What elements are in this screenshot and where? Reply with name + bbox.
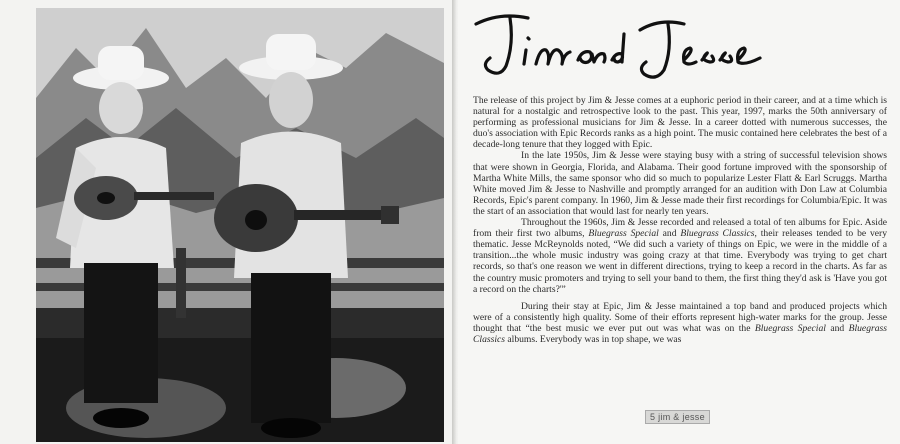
album-title: Bluegrass Classics	[473, 322, 887, 345]
paragraph-3-text: and	[658, 228, 681, 240]
page-folio: 5 jim & jesse	[645, 410, 710, 424]
paragraph-2: In the late 1950s, Jim & Jesse were staying busy with a string of successful television shows that were shown in Georgia, Florida, and Alabama. Their good fortune improved with the sponsorship of Martha White Mills, the same sponsor who did so much to popularize Lester Flatt & Earl Scruggs. Martha White moved Jim & Jesse to Nashville and promptly arranged for an audition with Don Law at Columbia Records, Epic's parent company. In 1960, Jim & Jesse made their first recordings for Columbia/Epic. It was the start of an association that would last for nearly ten years.	[473, 150, 887, 217]
paragraph-4-text: albums. Everybody was in top shape, we was	[505, 333, 682, 345]
paragraph-3-text: , their releases tended to be very thematic. Jesse McReynolds noted, “We did such a variety of things on Epic, we were in the middle of a transition...the whole music industry was going crazy at that time. Everybody was trying to get chart records, so that's one reason we went in different directions, trying to keep a record in the charts. As far as the country music promoters and trying to sell your band to them, the first thing they'd ask is 'Have you got a record on the charts?'”	[473, 228, 887, 295]
paragraph-3-text: Throughout the 1960s, Jim & Jesse recorded and released a total of ten albums for Epic. Aside from their first two albums,	[473, 217, 887, 240]
album-title: Bluegrass Special	[588, 228, 659, 240]
duo-photograph	[36, 8, 444, 442]
album-title: Bluegrass Special	[754, 322, 826, 334]
paragraph-3	[473, 217, 887, 295]
liner-notes-text	[473, 95, 887, 345]
paragraph-4	[473, 301, 887, 345]
paragraph-4-text: and	[825, 322, 849, 334]
photo-illustration	[36, 8, 444, 442]
handwritten-signature	[470, 4, 780, 88]
album-title: Bluegrass Classics	[680, 228, 755, 240]
paragraph-4-text: During their stay at Epic, Jim & Jesse maintained a top band and produced projects which were of a consistently high quality. Some of their efforts represent high-water marks for the group. Jesse thought that “the best music we ever put out was what was on the	[473, 300, 887, 334]
paragraph-1: The release of this project by Jim & Jesse comes at a euphoric period in their career, and at a time which is natural for a nostalgic and retrospective look to the past. This year, 1997, marks the 50th anniversary of performing as professional musicians for Jim & Jesse. In a career dotted with numerous successes, the duo's association with Epic Records ranks as a high point. The music contained here celebrates the best of a decade-long tenure that they logged with Epic.	[473, 95, 887, 151]
